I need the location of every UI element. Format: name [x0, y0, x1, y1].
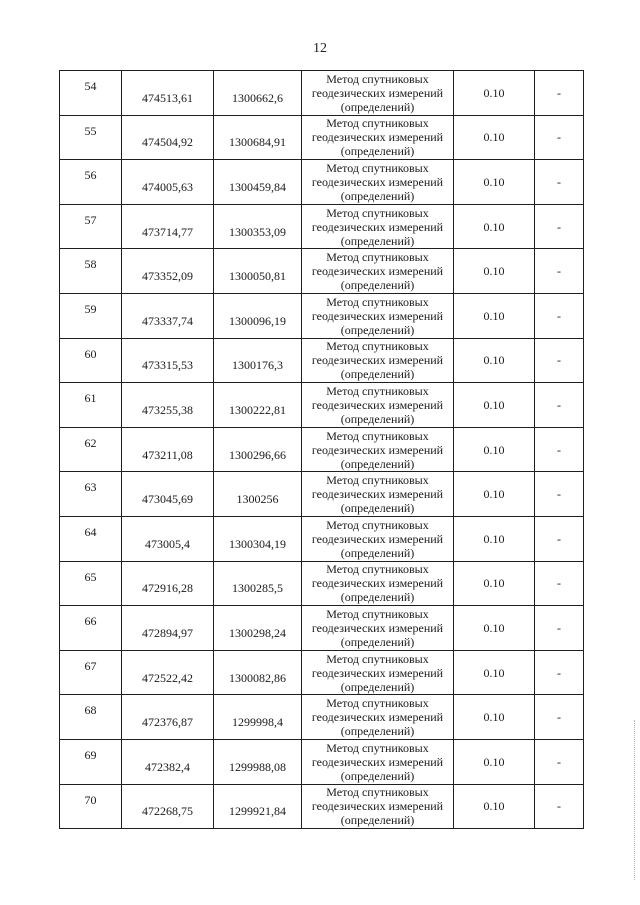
x-coordinate-cell: 473352,09	[122, 249, 214, 294]
method-line: геодезических измерений	[311, 531, 444, 546]
accuracy-cell: 0.10	[454, 427, 535, 472]
note-cell: -	[535, 516, 584, 561]
accuracy-cell: 0.10	[454, 160, 535, 205]
accuracy-cell: 0.10	[454, 784, 535, 829]
method-cell	[302, 784, 454, 829]
method-line: Метод спутниковых	[326, 71, 429, 86]
method-line: (определений)	[340, 278, 415, 293]
method-line: геодезических измерений	[311, 442, 444, 457]
point-number-cell: 67	[60, 650, 122, 695]
x-coordinate-cell: 472268,75	[122, 784, 214, 829]
point-number-cell: 64	[60, 516, 122, 561]
y-coordinate-cell: 1300096,19	[214, 293, 302, 338]
method-line: Метод спутниковых	[326, 205, 429, 220]
x-coordinate-cell: 474513,61	[122, 71, 214, 116]
method-line: (определений)	[340, 144, 415, 159]
x-coordinate-cell: 474504,92	[122, 115, 214, 160]
table-row	[60, 695, 584, 740]
table-row	[60, 204, 584, 249]
point-number-cell: 70	[60, 784, 122, 829]
y-coordinate-cell: 1299921,84	[214, 784, 302, 829]
y-coordinate-cell: 1300459,84	[214, 160, 302, 205]
page-number: 12	[313, 41, 327, 56]
method-line: геодезических измерений	[311, 308, 444, 323]
note-cell: -	[535, 115, 584, 160]
x-coordinate-cell: 474005,63	[122, 160, 214, 205]
method-line: (определений)	[340, 679, 415, 694]
table-row	[60, 561, 584, 606]
method-line: геодезических измерений	[311, 219, 444, 234]
method-line: (определений)	[340, 233, 415, 248]
method-line: (определений)	[340, 411, 415, 426]
method-cell	[302, 204, 454, 249]
x-coordinate-cell: 473005,4	[122, 516, 214, 561]
method-cell	[302, 561, 454, 606]
point-number-cell: 69	[60, 739, 122, 784]
note-cell: -	[535, 739, 584, 784]
method-line: геодезических измерений	[311, 353, 444, 368]
table-row	[60, 249, 584, 294]
x-coordinate-cell: 473255,38	[122, 383, 214, 428]
accuracy-cell: 0.10	[454, 561, 535, 606]
x-coordinate-cell: 473211,08	[122, 427, 214, 472]
method-line: геодезических измерений	[311, 576, 444, 591]
method-line: Метод спутниковых	[326, 606, 429, 621]
method-line: Метод спутниковых	[326, 785, 429, 800]
method-line: (определений)	[340, 501, 415, 516]
x-coordinate-cell: 472382,4	[122, 739, 214, 784]
note-cell: -	[535, 204, 584, 249]
accuracy-cell: 0.10	[454, 606, 535, 651]
y-coordinate-cell: 1300256	[214, 472, 302, 517]
note-cell: -	[535, 427, 584, 472]
method-line: (определений)	[340, 813, 415, 828]
table-row	[60, 71, 584, 116]
table-row	[60, 784, 584, 829]
y-coordinate-cell: 1300662,6	[214, 71, 302, 116]
table-row	[60, 427, 584, 472]
accuracy-cell: 0.10	[454, 472, 535, 517]
coordinates-table	[59, 70, 584, 829]
point-number-cell: 60	[60, 338, 122, 383]
point-number-cell: 66	[60, 606, 122, 651]
accuracy-cell: 0.10	[454, 695, 535, 740]
method-cell	[302, 739, 454, 784]
method-line: (определений)	[340, 545, 415, 560]
y-coordinate-cell: 1300050,81	[214, 249, 302, 294]
method-line: Метод спутниковых	[326, 160, 429, 175]
method-line: (определений)	[340, 456, 415, 471]
x-coordinate-cell: 473714,77	[122, 204, 214, 249]
note-cell: -	[535, 338, 584, 383]
method-line: геодезических измерений	[311, 264, 444, 279]
table-row	[60, 739, 584, 784]
method-cell	[302, 650, 454, 695]
method-line: Метод спутниковых	[326, 250, 429, 265]
note-cell: -	[535, 561, 584, 606]
accuracy-cell: 0.10	[454, 338, 535, 383]
y-coordinate-cell: 1300298,24	[214, 606, 302, 651]
method-line: геодезических измерений	[311, 754, 444, 769]
y-coordinate-cell: 1300684,91	[214, 115, 302, 160]
method-line: (определений)	[340, 724, 415, 739]
note-cell: -	[535, 650, 584, 695]
x-coordinate-cell: 472894,97	[122, 606, 214, 651]
method-cell	[302, 338, 454, 383]
method-cell	[302, 427, 454, 472]
method-line: Метод спутниковых	[326, 428, 429, 443]
table-row	[60, 472, 584, 517]
point-number-cell: 61	[60, 383, 122, 428]
method-cell	[302, 115, 454, 160]
point-number-cell: 58	[60, 249, 122, 294]
x-coordinate-cell: 472522,42	[122, 650, 214, 695]
point-number-cell: 68	[60, 695, 122, 740]
y-coordinate-cell: 1300285,5	[214, 561, 302, 606]
y-coordinate-cell: 1299998,4	[214, 695, 302, 740]
y-coordinate-cell: 1300082,86	[214, 650, 302, 695]
x-coordinate-cell: 473045,69	[122, 472, 214, 517]
table-row	[60, 606, 584, 651]
accuracy-cell: 0.10	[454, 650, 535, 695]
margin-scan-mark	[634, 720, 638, 880]
note-cell: -	[535, 249, 584, 294]
method-line: Метод спутниковых	[326, 383, 429, 398]
method-cell	[302, 249, 454, 294]
point-number-cell: 55	[60, 115, 122, 160]
method-line: геодезических измерений	[311, 710, 444, 725]
point-number-cell: 59	[60, 293, 122, 338]
point-number-cell: 57	[60, 204, 122, 249]
table-row	[60, 115, 584, 160]
x-coordinate-cell: 472916,28	[122, 561, 214, 606]
note-cell: -	[535, 784, 584, 829]
point-number-cell: 65	[60, 561, 122, 606]
method-cell	[302, 160, 454, 205]
point-number-cell: 56	[60, 160, 122, 205]
method-line: Метод спутниковых	[326, 473, 429, 488]
note-cell: -	[535, 71, 584, 116]
note-cell: -	[535, 293, 584, 338]
y-coordinate-cell: 1300353,09	[214, 204, 302, 249]
method-line: геодезических измерений	[311, 174, 444, 189]
method-line: геодезических измерений	[311, 799, 444, 814]
method-line: Метод спутниковых	[326, 651, 429, 666]
table-row	[60, 650, 584, 695]
table-row	[60, 160, 584, 205]
x-coordinate-cell: 472376,87	[122, 695, 214, 740]
method-line: (определений)	[340, 768, 415, 783]
method-cell	[302, 383, 454, 428]
accuracy-cell: 0.10	[454, 739, 535, 784]
method-line: (определений)	[340, 188, 415, 203]
note-cell: -	[535, 383, 584, 428]
method-cell	[302, 516, 454, 561]
method-line: Метод спутниковых	[326, 562, 429, 577]
method-line: Метод спутниковых	[326, 339, 429, 354]
method-line: геодезических измерений	[311, 487, 444, 502]
method-line: (определений)	[340, 99, 415, 114]
table-row	[60, 383, 584, 428]
x-coordinate-cell: 473337,74	[122, 293, 214, 338]
note-cell: -	[535, 606, 584, 651]
accuracy-cell: 0.10	[454, 293, 535, 338]
y-coordinate-cell: 1299988,08	[214, 739, 302, 784]
method-line: Метод спутниковых	[326, 294, 429, 309]
method-line: геодезических измерений	[311, 665, 444, 680]
method-cell	[302, 293, 454, 338]
method-line: Метод спутниковых	[326, 116, 429, 131]
method-line: Метод спутниковых	[326, 696, 429, 711]
y-coordinate-cell: 1300304,19	[214, 516, 302, 561]
method-line: геодезических измерений	[311, 85, 444, 100]
method-line: (определений)	[340, 322, 415, 337]
method-line: геодезических измерений	[311, 130, 444, 145]
method-line: геодезических измерений	[311, 397, 444, 412]
accuracy-cell: 0.10	[454, 115, 535, 160]
point-number-cell: 62	[60, 427, 122, 472]
note-cell: -	[535, 695, 584, 740]
method-cell	[302, 606, 454, 651]
method-cell	[302, 695, 454, 740]
note-cell: -	[535, 160, 584, 205]
point-number-cell: 54	[60, 71, 122, 116]
y-coordinate-cell: 1300296,66	[214, 427, 302, 472]
method-line: (определений)	[340, 634, 415, 649]
method-line: Метод спутниковых	[326, 740, 429, 755]
y-coordinate-cell: 1300176,3	[214, 338, 302, 383]
x-coordinate-cell: 473315,53	[122, 338, 214, 383]
accuracy-cell: 0.10	[454, 516, 535, 561]
method-line: (определений)	[340, 367, 415, 382]
method-line: (определений)	[340, 590, 415, 605]
note-cell: -	[535, 472, 584, 517]
method-line: геодезических измерений	[311, 620, 444, 635]
accuracy-cell: 0.10	[454, 249, 535, 294]
y-coordinate-cell: 1300222,81	[214, 383, 302, 428]
table-row	[60, 293, 584, 338]
method-line: Метод спутниковых	[326, 517, 429, 532]
method-cell	[302, 71, 454, 116]
method-cell	[302, 472, 454, 517]
table-row	[60, 516, 584, 561]
table-body	[60, 71, 584, 829]
table-row	[60, 338, 584, 383]
accuracy-cell: 0.10	[454, 204, 535, 249]
accuracy-cell: 0.10	[454, 383, 535, 428]
point-number-cell: 63	[60, 472, 122, 517]
accuracy-cell: 0.10	[454, 71, 535, 116]
